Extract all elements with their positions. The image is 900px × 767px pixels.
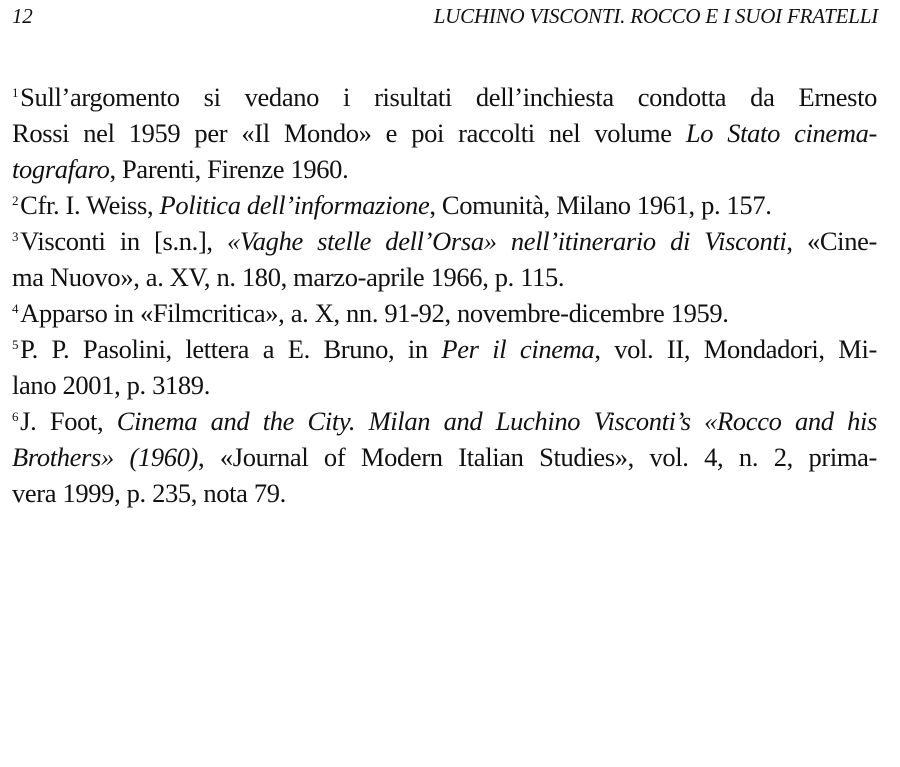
running-title: LUCHINO VISCONTI. ROCCO E I SUOI FRATELLI [433,4,878,28]
footnote-text: ma Nuovo», a. XV, n. 180, marzo-aprile 1966, p. 115. [12,262,565,292]
footnote-text: , Comunità, Milano 1961, p. 157. [429,190,772,220]
page-number: 12 [12,4,33,28]
footnote-text: , «Cine- [786,226,877,256]
article-title: Cinema and the City. Milan and Luchino Visconti’s «Rocco and his [116,406,878,436]
footnote-number: 1 [12,85,19,100]
footnote-1-line-3 [12,151,877,187]
article-title: Brothers» (1960) [12,442,199,472]
footnote-text: Sull’argomento si vedano i risultati dell’inchiesta condotta da Ernesto [20,82,877,112]
footnote-number: 3 [12,229,19,244]
footnote-5 [12,331,877,367]
footnote-2 [12,187,877,223]
footnote-text: J. Foot, [20,406,117,436]
footnote-6 [12,403,877,439]
footnote-4 [12,295,877,331]
footnote-text: lano 2001, p. 3189. [12,370,210,400]
footnote-text: P. P. Pasolini, lettera a E. Bruno, in [20,334,442,364]
book-title: Lo Stato cinema- [685,118,877,148]
footnote-text: Apparso in «Filmcritica», a. X, nn. 91-92, novembre-dicembre 1959. [20,298,729,328]
footnote-text: , Parenti, Firenze 1960. [109,154,349,184]
footnote-text: Visconti in [s.n.], [20,226,227,256]
footnote-text: Rossi nel 1959 per «Il Mondo» e poi raccolti nel volume [12,118,686,148]
footnote-number: 2 [12,193,19,208]
footnote-6-line-3 [12,475,877,511]
footnote-3-line-2 [12,259,877,295]
footnote-text: , «Journal of Modern Italian Studies», vol. 4, n. 2, prima- [198,442,877,472]
book-title: Politica dell’informazione [159,190,430,220]
footnote-6-line-2 [12,439,877,475]
book-title: Per il cinema [441,334,595,364]
footnote-1 [12,79,877,115]
footnote-number: 5 [12,337,19,352]
footnote-text: , vol. II, Mondadori, Mi- [594,334,877,364]
footnote-number: 6 [12,409,19,424]
footnote-text: Cfr. I. Weiss, [20,190,160,220]
footnote-5-line-2 [12,367,877,403]
article-title: «Vaghe stelle dell’Orsa» nell’itinerario di Visconti [226,226,787,256]
footnotes [12,79,877,511]
footnote-1-line-2 [12,115,877,151]
footnote-3 [12,223,877,259]
footnote-text: vera 1999, p. 235, nota 79. [12,478,286,508]
footnote-number: 4 [12,301,19,316]
book-title: tografaro [12,154,110,184]
